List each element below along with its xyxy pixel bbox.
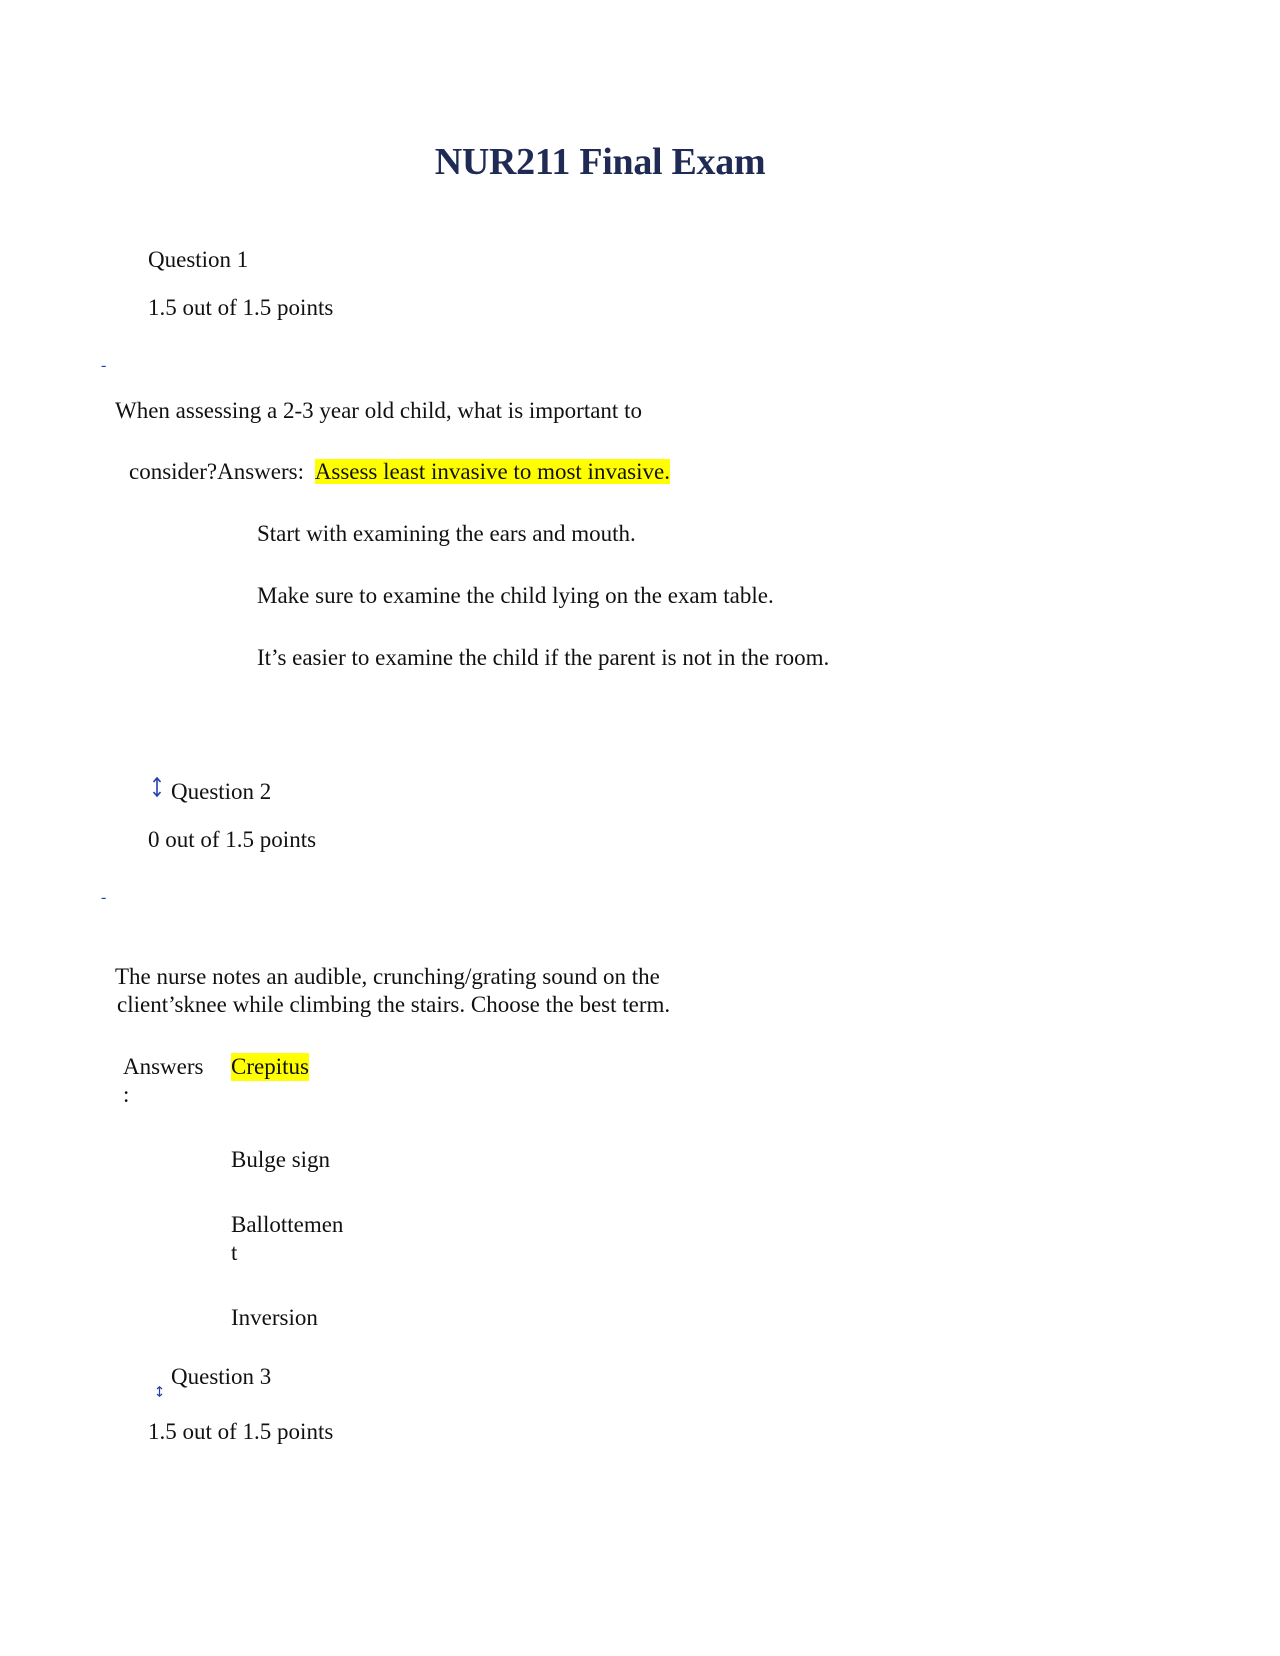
q2-marker: - [101, 889, 107, 906]
q1-option: It’s easier to examine the child if the parent is not in the room. [257, 645, 830, 670]
q1-score: 1.5 out of 1.5 points [148, 295, 334, 320]
q2-option: Bulge sign [231, 1147, 331, 1172]
q2-heading: Question 2 [171, 779, 272, 804]
page-title: NUR211 Final Exam [434, 141, 766, 183]
q2-option: Ballottemen [231, 1212, 344, 1237]
q1-heading: Question 1 [148, 247, 249, 272]
q2-stem-line1: The nurse notes an audible, crunching/grating sound on the [115, 964, 660, 989]
q2-score: 0 out of 1.5 points [148, 827, 317, 852]
up-down-arrow-icon [152, 776, 162, 802]
small-up-down-arrow-icon [156, 1384, 163, 1402]
q2-answers-colon: : [123, 1082, 130, 1107]
q1-marker: - [101, 357, 107, 374]
q2-option-wrap: t [231, 1240, 238, 1265]
q2-answers-label: Answers [123, 1054, 204, 1079]
q2-correct-answer: Crepitus [231, 1054, 309, 1079]
q3-heading: Question 3 [171, 1364, 272, 1389]
q1-option: Start with examining the ears and mouth. [257, 521, 636, 546]
q3-score: 1.5 out of 1.5 points [148, 1419, 334, 1444]
q1-stem-line2 [129, 458, 670, 486]
q1-stem-line1: When assessing a 2-3 year old child, what is important to [115, 398, 642, 423]
q2-stem-line2: client’sknee while climbing the stairs. Choose the best term. [117, 992, 671, 1017]
q1-option: Make sure to examine the child lying on the exam table. [257, 583, 774, 608]
q2-option: Inversion [231, 1305, 318, 1330]
q1-answers-label: consider?Answers: [129, 459, 305, 484]
q1-correct-answer: Assess least invasive to most invasive. [314, 459, 670, 484]
